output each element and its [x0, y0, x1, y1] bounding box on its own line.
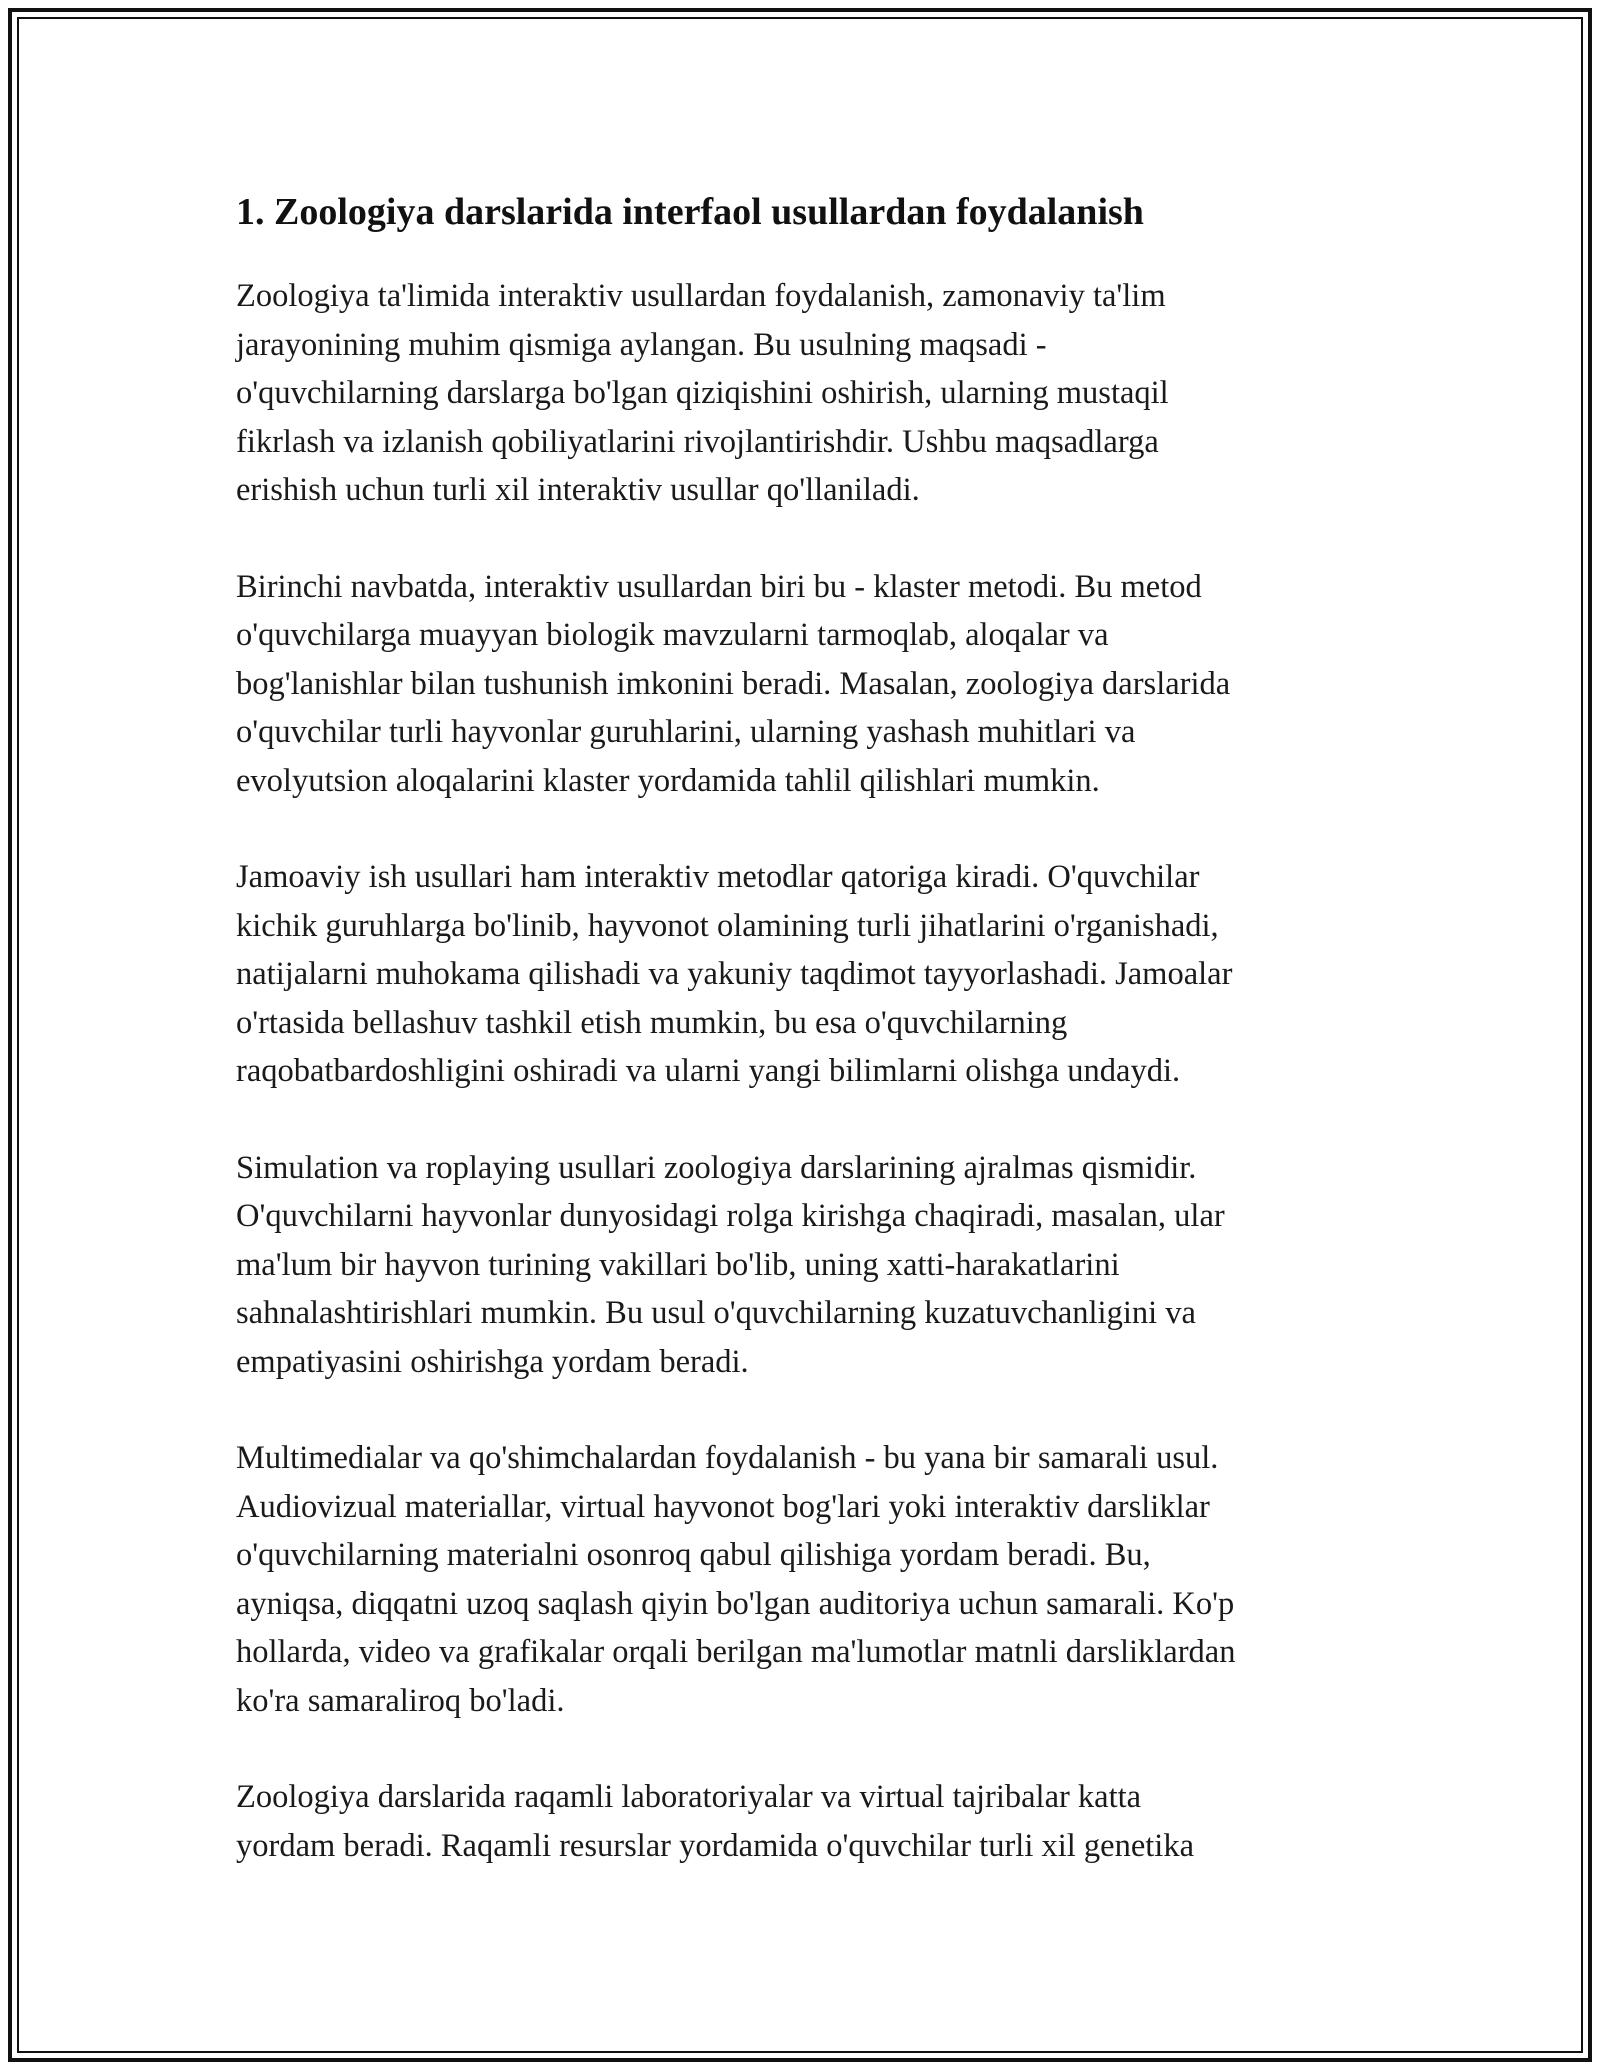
text-line: ma'lum bir hayvon turining vakillari bo'lib, uning xatti-harakatlarini [236, 1246, 1120, 1283]
text-line: jarayonining muhim qismiga aylangan. Bu usulning maqsadi - [236, 326, 1047, 363]
paragraph-simulation [236, 1144, 1376, 1387]
document-body [236, 186, 1376, 1918]
text-line: erishish uchun turli xil interaktiv usullar qo'llaniladi. [236, 472, 920, 508]
text-line: Jamoaviy ish usullari ham interaktiv metodlar qatoriga kiradi. O'quvchilar [236, 859, 1200, 895]
text-line: Zoologiya ta'limida interaktiv usullardan foydalanish, zamonaviy ta'lim [236, 278, 1166, 314]
text-line: evolyutsion aloqalarini klaster yordamida tahlil qilishlari mumkin. [236, 762, 1100, 799]
text-line: sahnalashtirishlari mumkin. Bu usul o'quvchilarning kuzatuvchanligini va [236, 1295, 1196, 1331]
text-line: o'rtasida bellashuv tashkil etish mumkin, bu esa o'quvchilarning [236, 1004, 1068, 1041]
text-line: bog'lanishlar bilan tushunish imkonini beradi. Masalan, zoologiya darslarida [236, 665, 1231, 702]
paragraph-multimedia [236, 1434, 1376, 1725]
text-line: Audiovizual materiallar, virtual hayvonot bog'lari yoki interaktiv darsliklar [236, 1488, 1210, 1525]
text-line: o'quvchilar turli hayvonlar guruhlarini, ularning yashash muhitlari va [236, 714, 1136, 750]
text-line: hollarda, video va grafikalar orqali berilgan ma'lumotlar matnli darsliklardan [236, 1634, 1236, 1670]
text-line: o'quvchilarning materialni osonroq qabul qilishiga yordam beradi. Bu, [236, 1537, 1151, 1573]
text-line: Zoologiya darslarida raqamli laboratoriyalar va virtual tajribalar katta [236, 1779, 1142, 1815]
text-line: kichik guruhlarga bo'linib, hayvonot olamining turli jihatlarini o'rganishadi, [236, 907, 1219, 944]
text-line: raqobatbardoshligini oshiradi va ularni yangi bilimlarni olishga undaydi. [236, 1053, 1181, 1089]
paragraph-digital-labs [236, 1773, 1376, 1870]
text-line: natijalarni muhokama qilishadi va yakuniy taqdimot tayyorlashadi. Jamoalar [236, 956, 1233, 992]
text-line: Simulation va roplaying usullari zoologiya darslarining ajralmas qismidir. [236, 1149, 1197, 1186]
paragraph-intro [236, 272, 1376, 515]
paragraph-group-work [236, 853, 1376, 1096]
text-line: o'quvchilarga muayyan biologik mavzularni tarmoqlab, aloqalar va [236, 617, 1109, 653]
text-line: ayniqsa, diqqatni uzoq saqlash qiyin bo'lgan auditoriya uchun samarali. Ko'p [236, 1585, 1235, 1622]
text-line: yordam beradi. Raqamli resurslar yordamida o'quvchilar turli xil genetika [236, 1827, 1194, 1864]
section-heading: 1. Zoologiya darslarida interfaol usullardan foydalanish [236, 191, 1144, 233]
text-line: ko'ra samaraliroq bo'ladi. [236, 1682, 565, 1719]
text-line: Birinchi navbatda, interaktiv usullardan biri bu - klaster metodi. Bu metod [236, 568, 1202, 605]
paragraph-cluster-method [236, 563, 1376, 806]
text-line: fikrlash va izlanish qobiliyatlarini rivojlantirishdir. Ushbu maqsadlarga [236, 423, 1159, 460]
text-line: Multimedialar va qo'shimchalardan foydalanish - bu yana bir samarali usul. [236, 1440, 1219, 1476]
text-line: O'quvchilarni hayvonlar dunyosidagi rolga kirishga chaqiradi, masalan, ular [236, 1198, 1225, 1234]
text-line: o'quvchilarning darslarga bo'lgan qiziqishini oshirish, ularning mustaqil [236, 375, 1169, 411]
text-line: empatiyasini oshirishga yordam beradi. [236, 1343, 749, 1380]
